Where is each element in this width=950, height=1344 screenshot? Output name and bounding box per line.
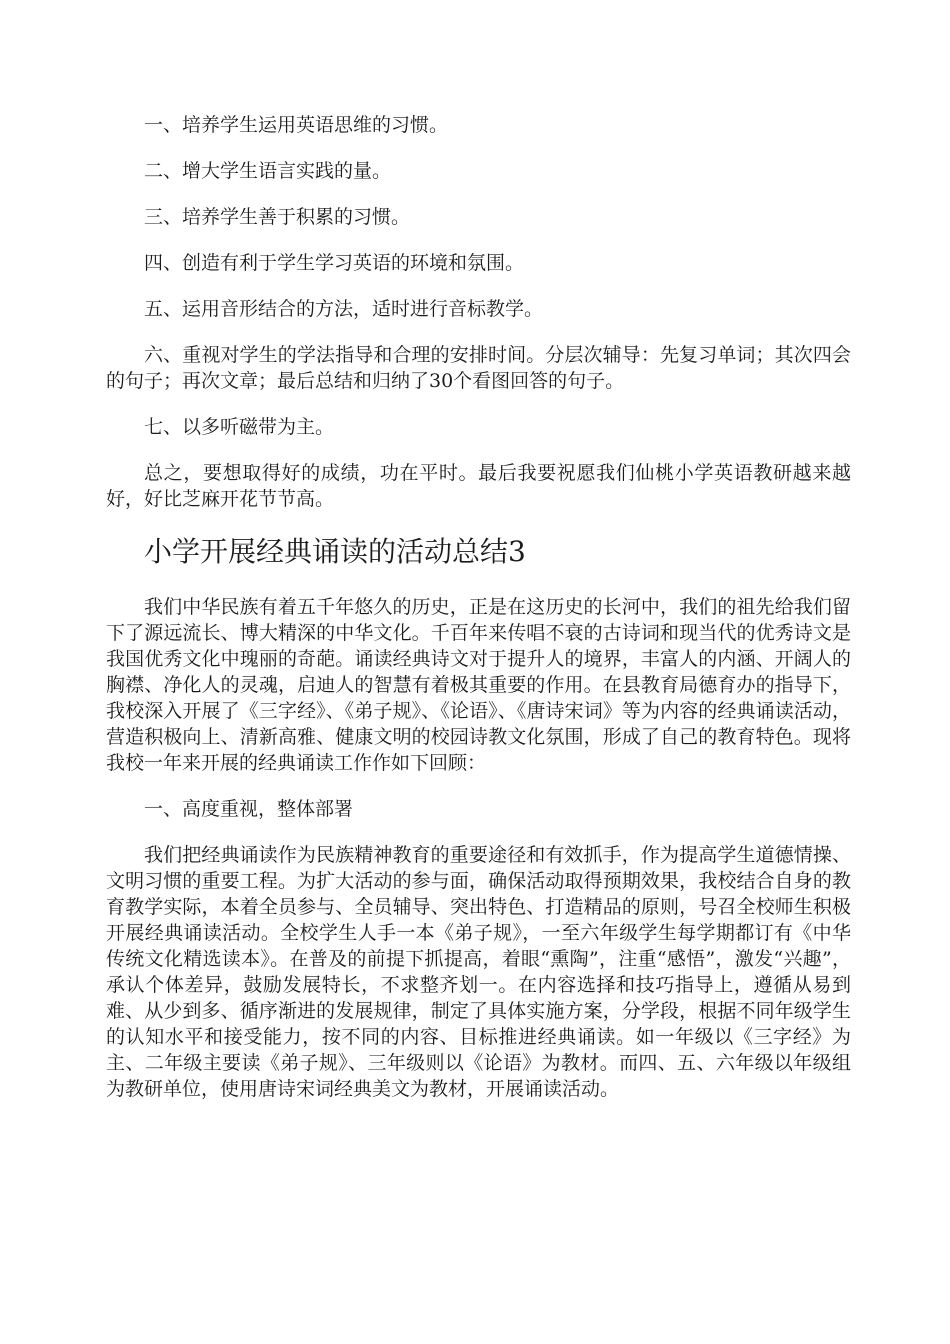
intro-paragraph: 我们中华民族有着五千年悠久的历史，正是在这历史的长河中，我们的祖先给我们留下了源远流长、博大精深的中华文化。千百年来传唱不衰的古诗词和现当代的优秀诗文是我国优秀文化中瑰丽的奇葩。诵读经典诗文对于提升人的境界，丰富人的内涵、开阔人的胸襟、净化人的灵魂，启迪人的智慧有着极其重要的作用。在县教育局德育办的指导下，我校深入开展了《三字经》、《弟子规》、《论语》、《唐诗宋词》等为内容的经典诵读活动，营造积极向上、清新高雅、健康文明的校园诗教文化氛围，形成了自己的教育特色。现将我校一年来开展的经典诵读工作作如下回顾： <box>106 596 851 774</box>
list-item: 四、创造有利于学生学习英语的环境和氛围。 <box>144 252 525 274</box>
document-body <box>106 112 851 1122</box>
list-item: 五、运用音形结合的方法，适时进行音标教学。 <box>144 298 544 320</box>
conclusion-paragraph: 总之，要想取得好的成绩，功在平时。最后我要祝愿我们仙桃小学英语教研越来越好，好比芝麻开花节节高。 <box>106 462 851 510</box>
list-item: 六、重视对学生的学法指导和合理的安排时间。分层次辅导：先复习单词；其次四会的句子；再次文章；最后总结和归纳了30个看图回答的句子。 <box>106 344 851 392</box>
list-item: 七、以多听磁带为主。 <box>144 416 335 438</box>
body-paragraph: 我们把经典诵读作为民族精神教育的重要途径和有效抓手，作为提高学生道德情操、文明习惯的重要工程。为扩大活动的参与面，确保活动取得预期效果，我校结合自身的教育教学实际，本着全员参与、全员辅导、突出特色、打造精品的原则，号召全校师生积极开展经典诵读活动。全校学生人手一本《弟子规》，一至六年级学生每学期都订有《中华传统文化精选读本》。在普及的前提下抓提高，着眼“熏陶”，注重“感悟”，激发“兴趣”，承认个体差异，鼓励发展特长，不求整齐划一。在内容选择和技巧指导上，遵循从易到难、从少到多、循序渐进的发展规律，制定了具体实施方案，分学段，根据不同年级学生的认知水平和接受能力，按不同的内容、目标推进经典诵读。如一年级以《三字经》为主、二年级主要读《弟子规》、三年级则以《论语》为教材。而四、五、六年级以年级组为教研单位，使用唐诗宋词经典美文为教材，开展诵读活动。 <box>106 844 851 1100</box>
list-item: 三、培养学生善于积累的习惯。 <box>144 206 411 228</box>
section-heading: 小学开展经典诵读的活动总结3 <box>144 535 526 568</box>
list-item: 一、培养学生运用英语思维的习惯。 <box>144 114 449 136</box>
list-item: 二、增大学生语言实践的量。 <box>144 160 392 182</box>
subsection-title: 一、高度重视，整体部署 <box>144 798 354 820</box>
